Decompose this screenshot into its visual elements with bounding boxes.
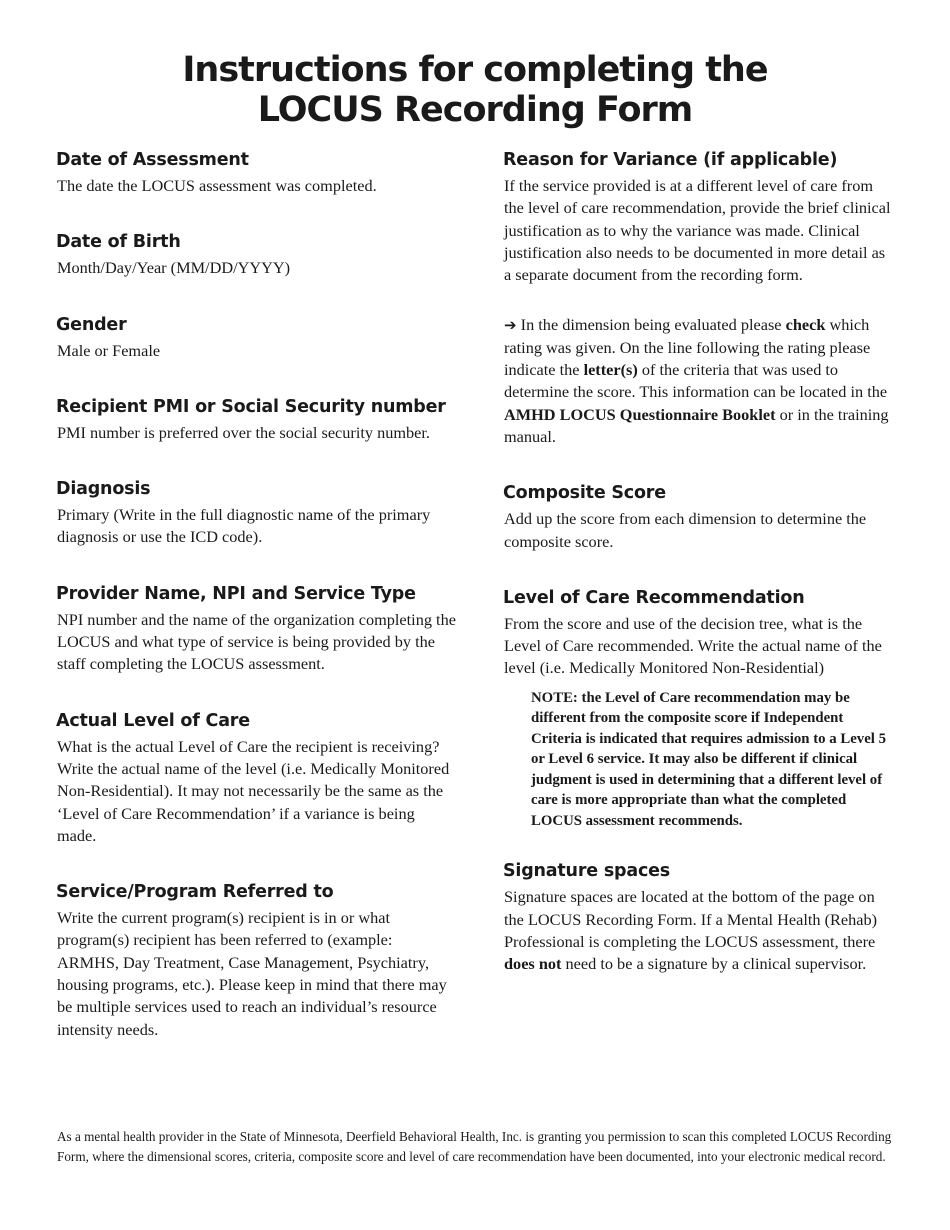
- section-heading: Recipient PMI or Social Security number: [56, 396, 446, 417]
- section-dimension-instructions: [503, 314, 895, 448]
- section-heading: Service/Program Referred to: [56, 882, 334, 903]
- section-actual-level-of-care: [56, 709, 456, 847]
- page-title-line-2: LOCUS Recording Form: [257, 90, 693, 130]
- section-heading: Reason for Variance (if applicable): [503, 150, 838, 170]
- section-recipient-pmi: [56, 395, 456, 444]
- right-column: [503, 148, 895, 1008]
- section-body: From the score and use of the decision tree, what is the Level of Care recommended. Write the actual name of the level (i.e. Medically Monitored Non-Residential): [504, 613, 882, 678]
- section-date-of-birth: [56, 230, 456, 279]
- section-body: Month/Day/Year (MM/DD/YYYY): [57, 258, 291, 278]
- section-body: Add up the score from each dimension to determine the composite score.: [504, 509, 867, 551]
- section-signature-spaces: [503, 859, 895, 975]
- section-body: The date the LOCUS assessment was completed.: [57, 176, 377, 195]
- section-body: If the service provided is at a different level of care from the level of care recommendation, provide the brief clinical justification as to why the variance was made. Clinical justification also needs to be documented in more detail as a separate document from the recording form.: [504, 176, 891, 285]
- section-body: PMI number is preferred over the social security number.: [57, 422, 430, 442]
- section-provider: [56, 582, 456, 676]
- section-heading: Provider Name, NPI and Service Type: [56, 583, 416, 604]
- section-body: NPI number and the name of the organization completing the LOCUS and what type of service is being provided by the staff completing the LOCUS assessment.: [57, 609, 456, 674]
- footer-permission-note: As a mental health provider in the State of Minnesota, Deerfield Behavioral Health, Inc. is granting you permission to scan this completed LOCUS Recording Form, where the dimensional scores, criteria, composite score and level of care recommendation have been documented, into your electronic medical record.: [57, 1129, 892, 1164]
- section-heading: Date of Assessment: [56, 150, 249, 170]
- section-heading: Level of Care Recommendation: [503, 587, 805, 608]
- section-heading: Gender: [56, 314, 127, 335]
- dimension-instructions-text: ➔ In the dimension being evaluated please check which rating was given. On the line following the rating please indicate the letter(s) of the criteria that was used to determine the score. This information can be located in the AMHD LOCUS Questionnaire Booklet or in the training manual.: [504, 315, 889, 446]
- level-of-care-note: NOTE: the Level of Care recommendation may be different from the composite score if Independent Criteria is indicated that requires admission to a Level 5 or Level 6 service. It may also be different if clinical judgment is used in determining that a different level of care is more appropriate than what the completed LOCUS assessment recommends.: [531, 689, 886, 829]
- page-title: [0, 50, 950, 130]
- section-heading: Diagnosis: [56, 479, 151, 500]
- section-body: Signature spaces are located at the bottom of the page on the LOCUS Recording Form. If a Mental Health (Rehab) Professional is completing the LOCUS assessment, there does not need to be a signature by a clinical supervisor.: [504, 887, 878, 974]
- section-body: What is the actual Level of Care the recipient is receiving? Write the actual name of the level (i.e. Medically Monitored Non-Residential). It may not necessarily be the same as the ‘Level of Care Recommendation’ if a variance is being made.: [57, 736, 450, 845]
- section-reason-for-variance: [503, 148, 895, 286]
- section-service-program: [56, 880, 456, 1041]
- section-body: Write the current program(s) recipient is in or what program(s) recipient has been referred to (example: ARMHS, Day Treatment, Case Management, Psychiatry, housing programs, etc.). Please keep in mind that there may be multiple services used to reach an individual’s resource intensity needs.: [57, 908, 447, 1039]
- section-diagnosis: [56, 477, 456, 549]
- section-heading: Composite Score: [503, 483, 666, 504]
- section-heading: Signature spaces: [503, 861, 671, 882]
- section-heading: Actual Level of Care: [56, 710, 250, 731]
- section-heading: Date of Birth: [56, 232, 181, 253]
- section-level-of-care-recommendation: [503, 586, 895, 831]
- page-title-line-1: Instructions for completing the: [182, 50, 768, 90]
- arrow-right-icon: ➔: [504, 316, 517, 335]
- section-gender: [56, 313, 456, 362]
- left-column: [56, 148, 456, 1074]
- section-body: Primary (Write in the full diagnostic name of the primary diagnosis or use the ICD code).: [57, 505, 431, 547]
- section-composite-score: [503, 481, 895, 553]
- section-body: Male or Female: [57, 340, 161, 360]
- section-date-of-assessment: [56, 148, 456, 197]
